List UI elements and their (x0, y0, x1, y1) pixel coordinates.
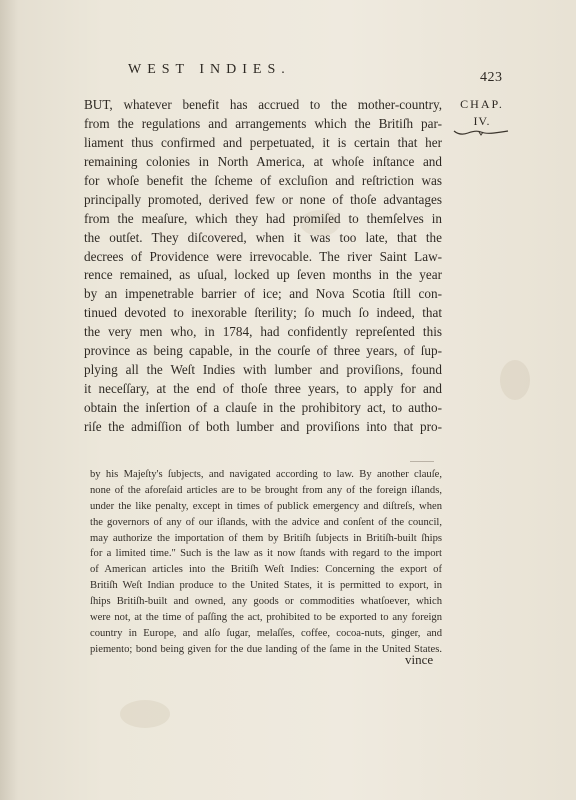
footnote-line: were not, at the time of paſſing the act, prohibited to be exported to any foreign (90, 612, 442, 624)
body-line: province as being capable, in the courſe of three years, of ſup- (84, 343, 442, 359)
footnote-block (90, 467, 442, 658)
body-line: the very men who, in 1784, had confidently repreſented this (84, 324, 442, 340)
body-line: by an impenetrable barrier of ice; and Nova Scotia ſtill con- (84, 286, 442, 302)
chapter-number: IV. (473, 114, 491, 128)
footnote-line: may authorize the importation of them by Britiſh ſubjects in Britiſh-built ſhips (90, 532, 442, 544)
running-head: WEST INDIES. (128, 62, 291, 77)
body-line: it neceſſary, at the end of thoſe three years, to apply for and (84, 381, 442, 397)
body-line: riſe the admiſſion of both lumber and proviſions into that pro- (84, 418, 442, 434)
body-paragraph (84, 96, 442, 437)
footnote-line: piemento; bond being given for the due landing of the ſame in the United States. (90, 643, 442, 655)
paper-stain (500, 360, 530, 400)
footnote-rule (410, 461, 434, 462)
paper-stain (120, 700, 170, 728)
chapter-label: CHAP. (460, 97, 504, 111)
footnote-line: none of the aforeſaid articles are to be brought from any of the foreign iſlands, (90, 484, 442, 496)
footnote-line: ſhips Britiſh-built and owned, any goods or commodities whatſoever, which (90, 596, 442, 608)
body-line: tinued devoted to inexorable ſterility; ſo much ſo indeed, that (84, 305, 442, 321)
body-line: obtain the inſertion of a clauſe in the prohibitory act, to autho- (84, 400, 442, 415)
body-line: liament thus confirmed and perpetuated, it is certain that her (84, 134, 442, 150)
body-line: from the regulations and arrangements which the Britiſh par- (84, 115, 442, 131)
footnote-line: under the like penalty, except in times of publick emergency and diſtreſs, when (90, 500, 442, 512)
chapter-margin-note (450, 96, 514, 130)
footnote-line: Britiſh Weſt Indian produce to the United States, it is permitted to export, in (90, 580, 442, 592)
footnote-line: for a limited time." Such is the law as it now ſtands with regard to the import (90, 548, 442, 560)
footnote-line: country in Europe, and alſo ſugar, melaſſes, coffee, cocoa-nuts, ginger, and (90, 627, 442, 639)
footnote-line: by his Majeſty's ſubjects, and navigated according to law. By another clauſe, (90, 469, 442, 480)
page-number: 423 (480, 70, 503, 85)
body-line: remaining colonies in North America, at whoſe inſtance and (84, 153, 442, 169)
body-line: BUT, whatever benefit has accrued to the mother-country, (84, 97, 442, 112)
body-line: the outſet. They diſcovered, when it was too late, that the (84, 229, 442, 245)
body-line: plying all the Weſt Indies with lumber and proviſions, found (84, 362, 442, 378)
margin-ornament-icon (452, 126, 510, 138)
footnote-line: of American articles into the Britiſh Weſt Indies: Concerning the export of (90, 564, 442, 576)
body-line: from the meaſure, which they had promiſed to themſelves in (84, 210, 442, 226)
catchword: vince (405, 652, 434, 667)
footnote-line: the governors of any of our iſlands, with the advice and conſent of the council, (90, 516, 442, 528)
body-line: decrees of Providence were irrevocable. The river Saint Law- (84, 248, 442, 264)
body-line: principally promoted, derived few or none of thoſe advantages (84, 191, 442, 207)
spine-shadow (0, 0, 18, 800)
body-line: for whoſe benefit the ſcheme of excluſion and reſtriction was (84, 172, 442, 188)
body-line: rence remained, as uſual, locked up ſeven months in the year (84, 267, 442, 283)
